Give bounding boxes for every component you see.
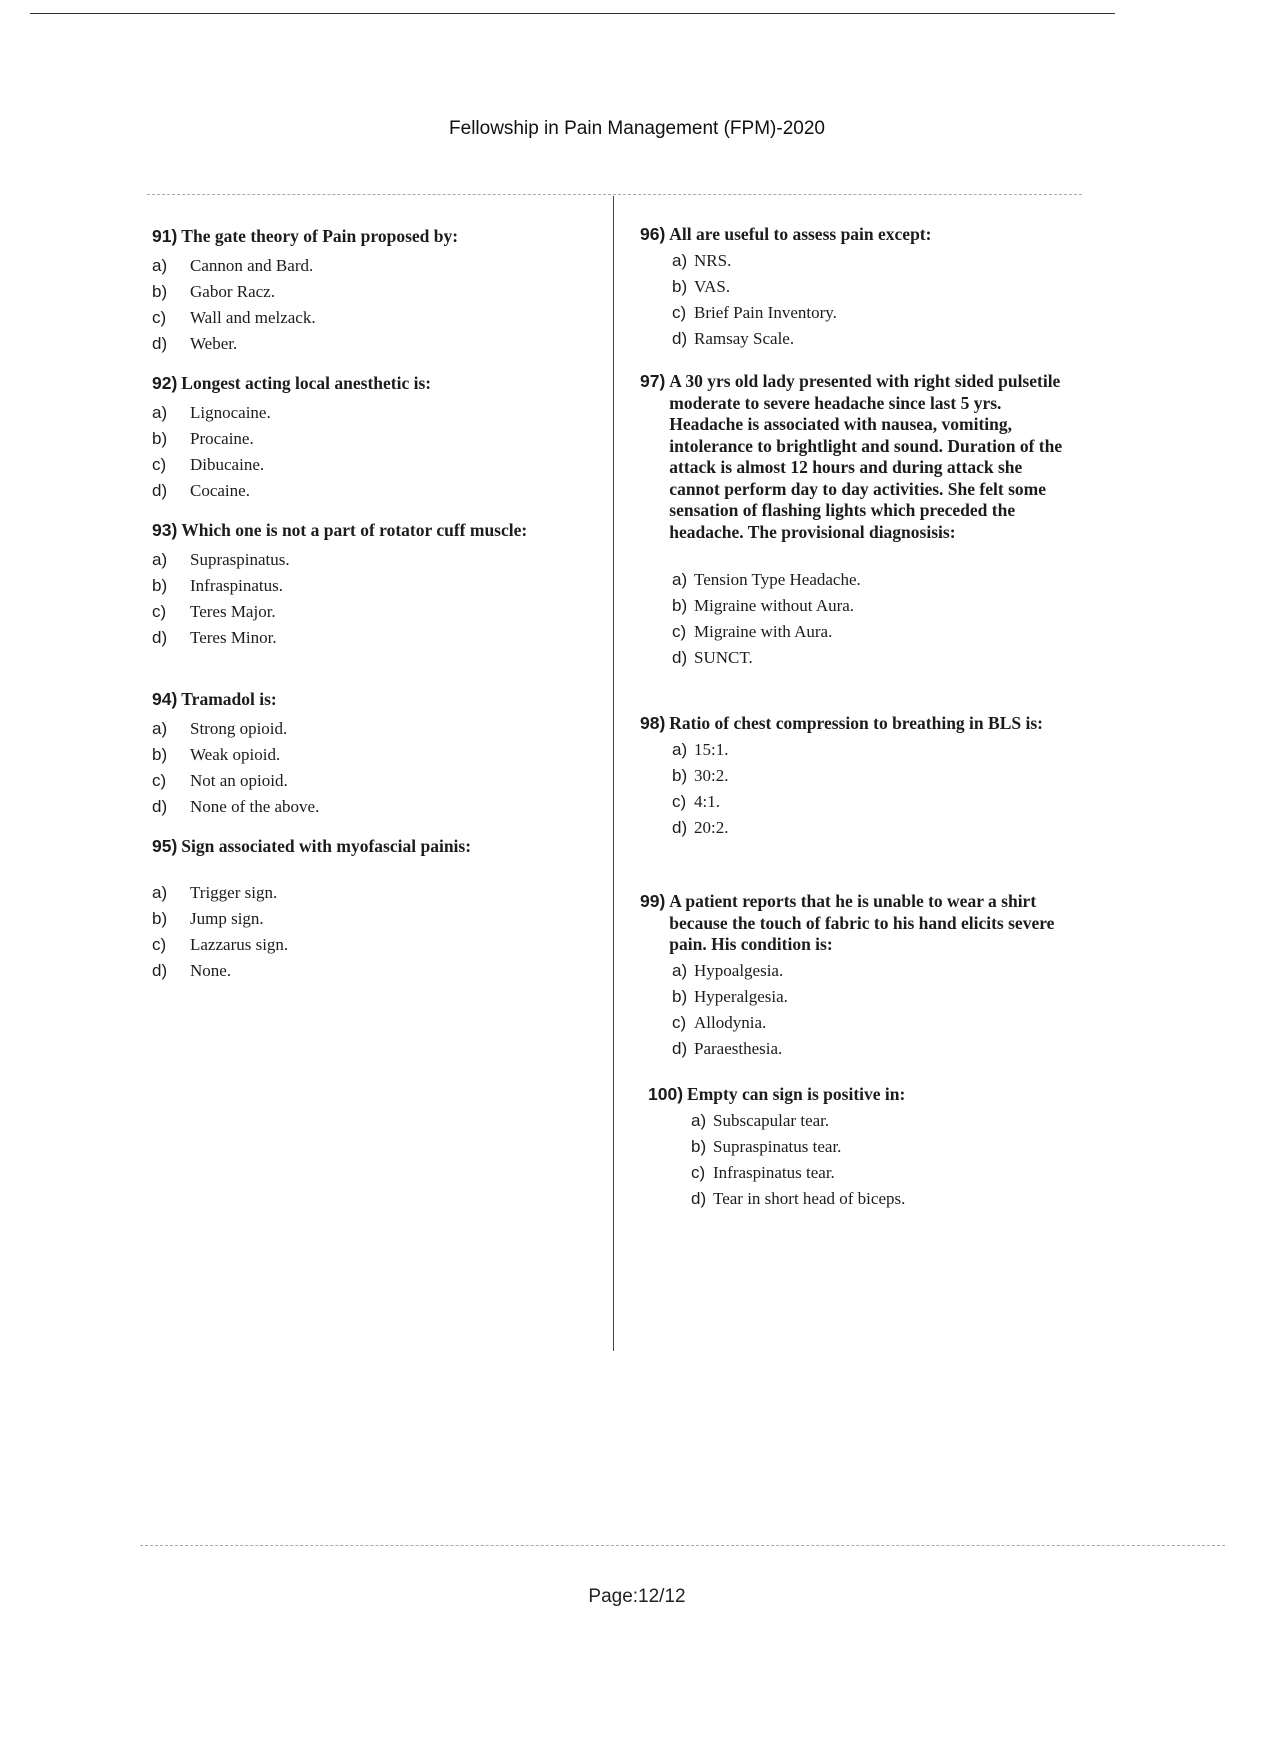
option [152, 768, 552, 794]
question-97 [640, 371, 1065, 671]
option-text: Cannon and Bard. [190, 255, 314, 275]
option [152, 958, 572, 984]
question-number: 92) [152, 373, 178, 393]
option-letter: a) [672, 739, 688, 759]
option-text: Paraesthesia. [694, 1038, 783, 1058]
option-letter: b) [672, 276, 688, 296]
top-rule [30, 13, 1115, 14]
option [152, 253, 552, 279]
question-94 [152, 689, 552, 820]
option-letter: c) [152, 454, 167, 474]
option [672, 567, 1065, 593]
option [152, 742, 552, 768]
option [691, 1186, 1068, 1212]
question-number: 97) [640, 371, 666, 391]
question-text: All are useful to assess pain except: [669, 224, 932, 244]
option [152, 305, 552, 331]
question-91 [152, 226, 552, 357]
option-text: Infraspinatus tear. [713, 1162, 835, 1182]
option [152, 547, 532, 573]
question-95 [152, 836, 572, 984]
question-98 [640, 713, 1065, 841]
option-letter: b) [672, 765, 688, 785]
option-letter: c) [152, 934, 167, 954]
option-letter: c) [152, 601, 167, 621]
option-letter: a) [152, 718, 168, 738]
option [152, 573, 532, 599]
option-text: Procaine. [190, 428, 254, 448]
option-letter: a) [672, 570, 688, 589]
option-text: Migraine with Aura. [694, 622, 833, 641]
option-letter: c) [672, 622, 687, 641]
option [152, 331, 552, 357]
question-99 [640, 891, 1070, 1062]
footer-divider [140, 1545, 1225, 1546]
question-text: Sign associated with myofascial painis: [181, 836, 472, 856]
option-letter: d) [152, 796, 168, 816]
column-divider [613, 196, 614, 1351]
option [672, 248, 1060, 274]
option-letter: d) [152, 480, 168, 500]
question-number: 100) [648, 1084, 684, 1104]
question-text: Tramadol is: [181, 689, 277, 709]
option-letter: c) [152, 307, 167, 327]
option [672, 1010, 1070, 1036]
option-letter: b) [672, 986, 688, 1006]
option [152, 932, 572, 958]
option [672, 619, 1065, 645]
option-text: Jump sign. [190, 908, 264, 928]
option-text: NRS. [694, 250, 732, 270]
option [672, 737, 1065, 763]
option-text: Wall and melzack. [190, 307, 316, 327]
option-text: None. [190, 960, 232, 980]
option-text: Dibucaine. [190, 454, 265, 474]
option [152, 599, 532, 625]
option [152, 400, 552, 426]
question-text: The gate theory of Pain proposed by: [181, 226, 459, 246]
option-letter: d) [152, 333, 168, 353]
option-letter: d) [672, 328, 688, 348]
question-100 [648, 1084, 1068, 1212]
header-divider [147, 194, 1082, 195]
option [152, 794, 552, 820]
question-text: Empty can sign is positive in: [687, 1084, 906, 1104]
option [672, 984, 1070, 1010]
question-text: Ratio of chest compression to breathing in BLS is: [669, 713, 1043, 733]
question-92 [152, 373, 552, 504]
question-text: Which one is not a part of rotator cuff muscle: [181, 520, 528, 540]
option-letter: c) [672, 791, 687, 811]
option-letter: a) [152, 549, 168, 569]
option-text: Allodynia. [694, 1012, 767, 1032]
option-text: SUNCT. [694, 648, 753, 667]
question-number: 91) [152, 226, 178, 246]
option-letter: a) [691, 1110, 707, 1130]
option [691, 1134, 1068, 1160]
option-letter: c) [672, 302, 687, 322]
question-number: 94) [152, 689, 178, 709]
option [152, 880, 572, 906]
option-text: Not an opioid. [190, 770, 288, 790]
option-letter: b) [152, 281, 168, 301]
question-number: 95) [152, 836, 178, 856]
option-letter: d) [152, 627, 168, 647]
option [152, 279, 552, 305]
option-text: Brief Pain Inventory. [694, 302, 837, 322]
option-text: 4:1. [694, 791, 720, 811]
page-number: Page:12/12 [588, 1586, 686, 1607]
option-letter: a) [152, 255, 168, 275]
option-text: None of the above. [190, 796, 320, 816]
option-letter: a) [152, 402, 168, 422]
option-text: Migraine without Aura. [694, 596, 855, 615]
option-letter: c) [691, 1162, 706, 1182]
option-letter: b) [152, 908, 168, 928]
option-text: Subscapular tear. [713, 1110, 830, 1130]
option-text: Gabor Racz. [190, 281, 275, 301]
option [672, 300, 1060, 326]
option-text: Hyperalgesia. [694, 986, 788, 1006]
option-text: Tear in short head of biceps. [713, 1188, 906, 1208]
option-text: Weak opioid. [190, 744, 281, 764]
option [691, 1160, 1068, 1186]
option [672, 789, 1065, 815]
option-letter: c) [672, 1012, 687, 1032]
option-letter: d) [672, 1038, 688, 1058]
option [691, 1108, 1068, 1134]
option-text: Ramsay Scale. [694, 328, 795, 348]
option-text: VAS. [694, 276, 731, 296]
question-96 [640, 224, 1060, 352]
option [152, 478, 552, 504]
option [672, 274, 1060, 300]
option-text: Tension Type Headache. [694, 570, 861, 589]
option [672, 958, 1070, 984]
option-text: Weber. [190, 333, 238, 353]
option-text: Hypoalgesia. [694, 960, 784, 980]
option-letter: b) [152, 744, 168, 764]
option-text: Lazzarus sign. [190, 934, 289, 954]
option-letter: a) [672, 250, 688, 270]
option-letter: a) [672, 960, 688, 980]
question-text: Longest acting local anesthetic is: [181, 373, 432, 393]
question-93 [152, 520, 532, 651]
option-letter: d) [672, 817, 688, 837]
question-number: 99) [640, 891, 666, 911]
option-letter: c) [152, 770, 167, 790]
question-text: A patient reports that he is unable to wear a shirt because the touch of fabric to his hand elicits severe pain. His condition is: [669, 891, 1055, 954]
option-text: 30:2. [694, 765, 729, 785]
option-text: 20:2. [694, 817, 729, 837]
option [152, 452, 552, 478]
option-text: Supraspinatus tear. [713, 1136, 842, 1156]
question-text: A 30 yrs old lady presented with right sided pulsetile moderate to severe headache since last 5 yrs. Headache is associated with nausea, vomiting, intolerance to brightlight and sound. Duration of the attack is almost 12 hours and during attack she cannot perform day to day activities. She felt some sensation of flashing lights which preceded the headache. The provisional diagnosisis: [669, 371, 1063, 542]
option [672, 763, 1065, 789]
option [152, 906, 572, 932]
option-letter: d) [691, 1188, 707, 1208]
option-text: Infraspinatus. [190, 575, 284, 595]
option-letter: b) [672, 596, 688, 615]
option-letter: d) [672, 648, 688, 667]
option-letter: b) [152, 428, 168, 448]
option-text: Teres Major. [190, 601, 276, 621]
option-letter: a) [152, 882, 168, 902]
option-letter: b) [152, 575, 168, 595]
question-number: 98) [640, 713, 666, 733]
option-text: Supraspinatus. [190, 549, 290, 569]
page-title: Fellowship in Pain Management (FPM)-2020 [449, 118, 825, 139]
option-letter: d) [152, 960, 168, 980]
option [672, 1036, 1070, 1062]
option [672, 815, 1065, 841]
option-text: Trigger sign. [190, 882, 278, 902]
option-text: Lignocaine. [190, 402, 271, 422]
option [152, 625, 532, 651]
question-number: 93) [152, 520, 178, 540]
option-text: Cocaine. [190, 480, 250, 500]
option-text: Teres Minor. [190, 627, 277, 647]
option-text: 15:1. [694, 739, 729, 759]
option-text: Strong opioid. [190, 718, 288, 738]
option [152, 716, 552, 742]
option-letter: b) [691, 1136, 707, 1156]
question-number: 96) [640, 224, 666, 244]
option [152, 426, 552, 452]
option [672, 645, 1065, 671]
option [672, 593, 1065, 619]
option [672, 326, 1060, 352]
